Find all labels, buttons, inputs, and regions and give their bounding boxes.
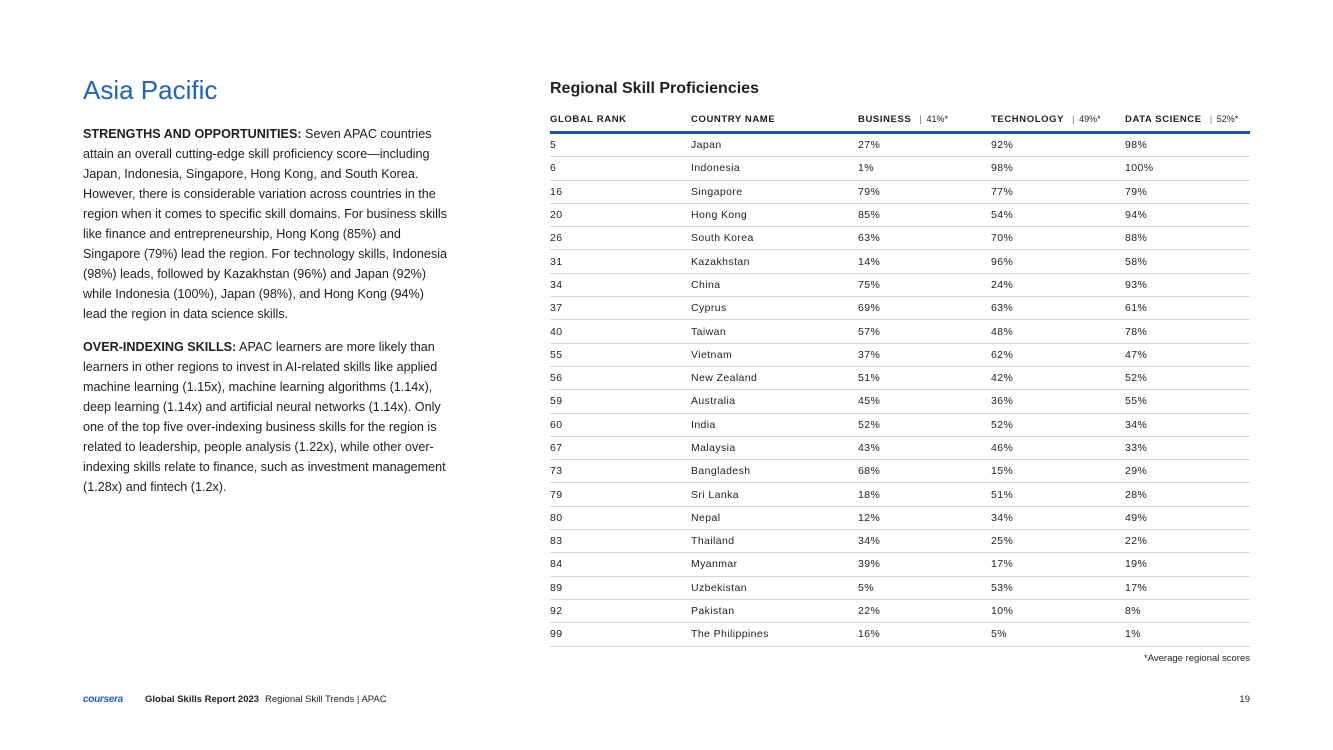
- header-global-rank: GLOBAL RANK: [550, 112, 691, 133]
- technology-average: 49%*: [1079, 113, 1101, 124]
- cell-country-name: South Korea: [691, 227, 858, 250]
- cell-country-name: Bangladesh: [691, 460, 858, 483]
- page-footer: [83, 694, 1250, 708]
- cell-business: 52%: [858, 413, 991, 436]
- header-business: BUSINESS | 41%*: [858, 112, 991, 133]
- header-technology: TECHNOLOGY | 49%*: [991, 112, 1125, 133]
- cell-technology: 34%: [991, 506, 1125, 529]
- cell-business: 68%: [858, 460, 991, 483]
- cell-data-science: 17%: [1125, 576, 1250, 599]
- cell-country-name: The Philippines: [691, 623, 858, 646]
- cell-data-science: 34%: [1125, 413, 1250, 436]
- cell-data-science: 98%: [1125, 133, 1250, 157]
- cell-technology: 24%: [991, 273, 1125, 296]
- cell-technology: 15%: [991, 460, 1125, 483]
- cell-global-rank: 6: [550, 157, 691, 180]
- cell-data-science: 88%: [1125, 227, 1250, 250]
- cell-technology: 70%: [991, 227, 1125, 250]
- cell-country-name: Pakistan: [691, 599, 858, 622]
- cell-country-name: Thailand: [691, 530, 858, 553]
- cell-global-rank: 89: [550, 576, 691, 599]
- cell-country-name: Australia: [691, 390, 858, 413]
- header-country-name: COUNTRY NAME: [691, 112, 858, 133]
- cell-technology: 42%: [991, 366, 1125, 389]
- table-row: [550, 413, 1250, 436]
- cell-country-name: Malaysia: [691, 436, 858, 459]
- cell-technology: 96%: [991, 250, 1125, 273]
- table-row: [550, 157, 1250, 180]
- cell-country-name: India: [691, 413, 858, 436]
- cell-global-rank: 31: [550, 250, 691, 273]
- cell-country-name: Sri Lanka: [691, 483, 858, 506]
- cell-business: 14%: [858, 250, 991, 273]
- overindex-paragraph: [83, 337, 448, 497]
- cell-business: 18%: [858, 483, 991, 506]
- table-row: [550, 436, 1250, 459]
- cell-technology: 62%: [991, 343, 1125, 366]
- cell-global-rank: 59: [550, 390, 691, 413]
- page-number: 19: [1239, 694, 1250, 705]
- cell-business: 45%: [858, 390, 991, 413]
- cell-business: 22%: [858, 599, 991, 622]
- cell-data-science: 79%: [1125, 180, 1250, 203]
- cell-technology: 5%: [991, 623, 1125, 646]
- cell-country-name: Japan: [691, 133, 858, 157]
- overindex-text: APAC learners are more likely than learners in other regions to invest in AI-related skills like applied machine learning (1.15x), machine learning algorithms (1.14x), deep learning (1.14x) and artificial neural networks (1.14x). Only one of the top five over-indexing business skills for the region is related to leadership, people analysis (1.22x), while other over-indexing skills relate to finance, such as investment management (1.28x) and fintech (1.2x).: [83, 339, 446, 494]
- table-row: [550, 366, 1250, 389]
- cell-technology: 36%: [991, 390, 1125, 413]
- business-average: 41%*: [926, 113, 948, 124]
- cell-technology: 52%: [991, 413, 1125, 436]
- table-row: [550, 390, 1250, 413]
- table-row: [550, 320, 1250, 343]
- cell-global-rank: 67: [550, 436, 691, 459]
- cell-data-science: 100%: [1125, 157, 1250, 180]
- cell-technology: 54%: [991, 203, 1125, 226]
- cell-technology: 77%: [991, 180, 1125, 203]
- table-row: [550, 576, 1250, 599]
- section-name: Regional Skill Trends | APAC: [265, 694, 387, 705]
- table-row: [550, 203, 1250, 226]
- cell-data-science: 61%: [1125, 297, 1250, 320]
- header-separator: |: [1072, 113, 1076, 125]
- table-row: [550, 273, 1250, 296]
- cell-country-name: Singapore: [691, 180, 858, 203]
- cell-country-name: Vietnam: [691, 343, 858, 366]
- cell-global-rank: 73: [550, 460, 691, 483]
- cell-data-science: 28%: [1125, 483, 1250, 506]
- page-title: Asia Pacific: [83, 75, 218, 105]
- table-row: [550, 227, 1250, 250]
- cell-business: 1%: [858, 157, 991, 180]
- table-header-row: [550, 112, 1250, 133]
- cell-country-name: Taiwan: [691, 320, 858, 343]
- cell-data-science: 78%: [1125, 320, 1250, 343]
- cell-business: 37%: [858, 343, 991, 366]
- cell-data-science: 22%: [1125, 530, 1250, 553]
- cell-business: 34%: [858, 530, 991, 553]
- cell-global-rank: 5: [550, 133, 691, 157]
- strengths-text: Seven APAC countries attain an overall cutting-edge skill proficiency score—including Japan, Indonesia, Singapore, Hong Kong, and South Korea. However, there is considerable variation across countries in the region when it comes to specific skill domains. For business skills like finance and entrepreneurship, Hong Kong (85%) and Singapore (79%) lead the region. For technology skills, Indonesia (98%) leads, followed by Kazakhstan (96%) and Japan (92%) while Indonesia (100%), Japan (98%), and Hong Kong (94%) lead the region in data science skills.: [83, 126, 448, 321]
- table-title: Regional Skill Proficiencies: [550, 80, 759, 97]
- cell-business: 5%: [858, 576, 991, 599]
- cell-data-science: 19%: [1125, 553, 1250, 576]
- cell-technology: 92%: [991, 133, 1125, 157]
- cell-data-science: 33%: [1125, 436, 1250, 459]
- cell-data-science: 93%: [1125, 273, 1250, 296]
- table-row: [550, 483, 1250, 506]
- cell-business: 57%: [858, 320, 991, 343]
- cell-global-rank: 37: [550, 297, 691, 320]
- cell-business: 12%: [858, 506, 991, 529]
- overindex-label: OVER-INDEXING SKILLS:: [83, 339, 237, 354]
- proficiency-table-section: [550, 78, 1250, 664]
- cell-technology: 63%: [991, 297, 1125, 320]
- strengths-label: STRENGTHS AND OPPORTUNITIES:: [83, 126, 302, 141]
- table-row: [550, 343, 1250, 366]
- cell-global-rank: 83: [550, 530, 691, 553]
- cell-business: 51%: [858, 366, 991, 389]
- cell-business: 27%: [858, 133, 991, 157]
- cell-global-rank: 16: [550, 180, 691, 203]
- cell-country-name: Kazakhstan: [691, 250, 858, 273]
- cell-global-rank: 26: [550, 227, 691, 250]
- cell-technology: 25%: [991, 530, 1125, 553]
- cell-data-science: 8%: [1125, 599, 1250, 622]
- cell-global-rank: 20: [550, 203, 691, 226]
- cell-business: 79%: [858, 180, 991, 203]
- table-row: [550, 250, 1250, 273]
- cell-business: 85%: [858, 203, 991, 226]
- cell-business: 69%: [858, 297, 991, 320]
- table-row: [550, 180, 1250, 203]
- cell-global-rank: 80: [550, 506, 691, 529]
- header-data-science: DATA SCIENCE | 52%*: [1125, 112, 1250, 133]
- table-row: [550, 297, 1250, 320]
- cell-technology: 17%: [991, 553, 1125, 576]
- cell-data-science: 1%: [1125, 623, 1250, 646]
- cell-data-science: 58%: [1125, 250, 1250, 273]
- cell-global-rank: 56: [550, 366, 691, 389]
- report-name: Global Skills Report 2023: [145, 694, 260, 705]
- coursera-logo: coursera: [83, 694, 123, 705]
- cell-business: 39%: [858, 553, 991, 576]
- table-row: [550, 623, 1250, 646]
- cell-data-science: 49%: [1125, 506, 1250, 529]
- region-summary: [83, 74, 448, 510]
- cell-country-name: Cyprus: [691, 297, 858, 320]
- cell-global-rank: 99: [550, 623, 691, 646]
- cell-business: 75%: [858, 273, 991, 296]
- table-row: [550, 133, 1250, 157]
- cell-global-rank: 92: [550, 599, 691, 622]
- cell-technology: 46%: [991, 436, 1125, 459]
- strengths-paragraph: [83, 124, 448, 324]
- table-row: [550, 506, 1250, 529]
- cell-country-name: Uzbekistan: [691, 576, 858, 599]
- cell-country-name: New Zealand: [691, 366, 858, 389]
- cell-global-rank: 79: [550, 483, 691, 506]
- header-separator: |: [1209, 113, 1213, 125]
- header-separator: |: [919, 113, 923, 125]
- cell-country-name: Nepal: [691, 506, 858, 529]
- cell-technology: 98%: [991, 157, 1125, 180]
- cell-technology: 10%: [991, 599, 1125, 622]
- cell-global-rank: 55: [550, 343, 691, 366]
- cell-technology: 53%: [991, 576, 1125, 599]
- cell-business: 16%: [858, 623, 991, 646]
- cell-technology: 48%: [991, 320, 1125, 343]
- footnote: *Average regional scores: [1144, 652, 1250, 664]
- cell-global-rank: 40: [550, 320, 691, 343]
- data-science-average: 52%*: [1216, 113, 1239, 124]
- table-row: [550, 460, 1250, 483]
- cell-data-science: 47%: [1125, 343, 1250, 366]
- table-row: [550, 553, 1250, 576]
- cell-data-science: 94%: [1125, 203, 1250, 226]
- cell-country-name: Hong Kong: [691, 203, 858, 226]
- table-row: [550, 599, 1250, 622]
- cell-business: 43%: [858, 436, 991, 459]
- cell-business: 63%: [858, 227, 991, 250]
- proficiency-table: [550, 112, 1250, 647]
- cell-country-name: China: [691, 273, 858, 296]
- cell-global-rank: 34: [550, 273, 691, 296]
- cell-data-science: 52%: [1125, 366, 1250, 389]
- cell-country-name: Indonesia: [691, 157, 858, 180]
- cell-country-name: Myanmar: [691, 553, 858, 576]
- cell-global-rank: 84: [550, 553, 691, 576]
- cell-technology: 51%: [991, 483, 1125, 506]
- table-row: [550, 530, 1250, 553]
- cell-data-science: 29%: [1125, 460, 1250, 483]
- table-body: [550, 133, 1250, 647]
- cell-global-rank: 60: [550, 413, 691, 436]
- cell-data-science: 55%: [1125, 390, 1250, 413]
